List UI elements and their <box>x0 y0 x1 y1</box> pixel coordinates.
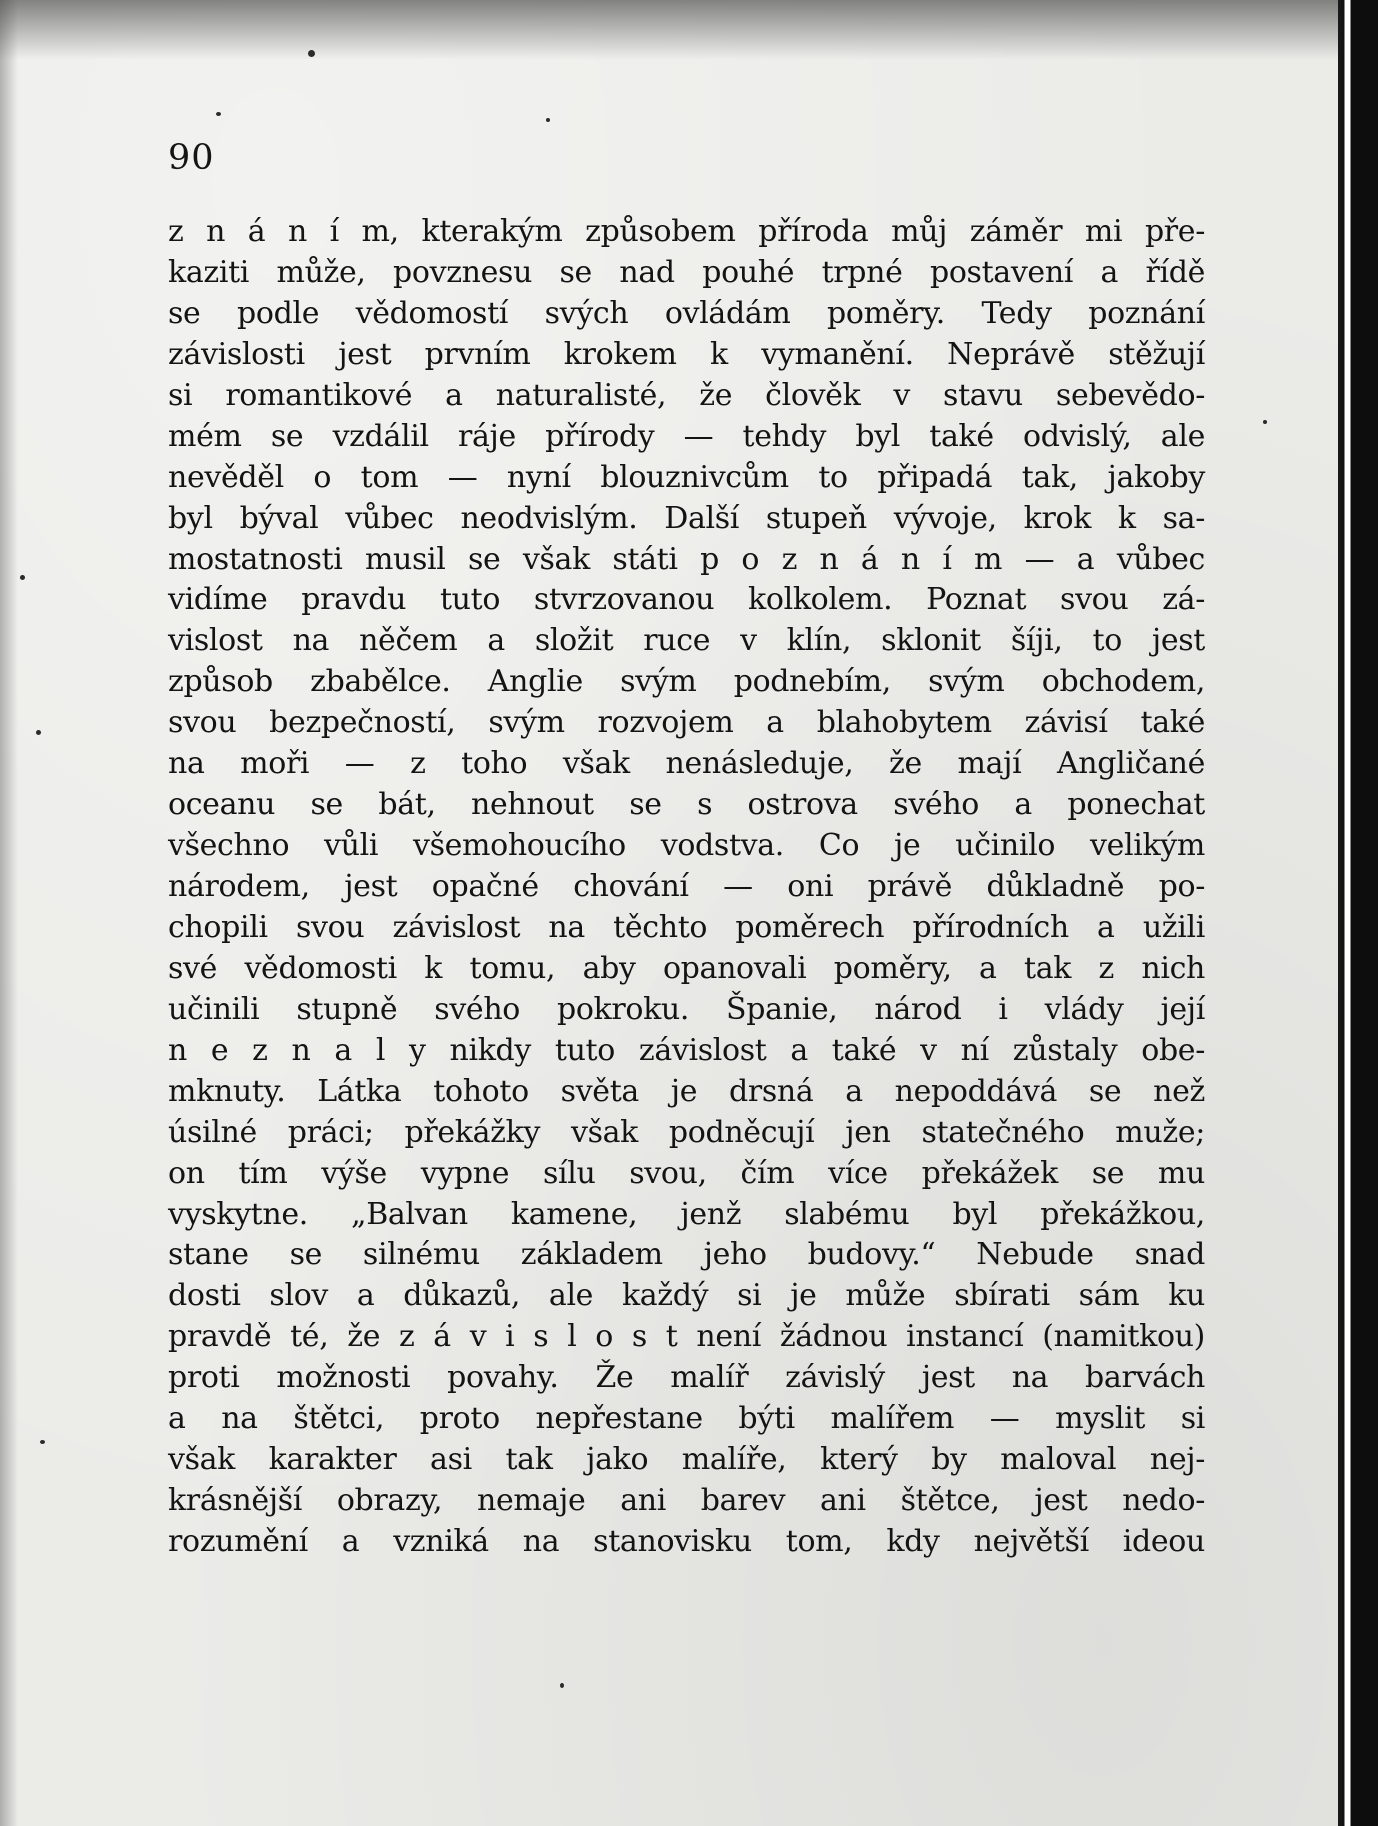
scan-speck <box>40 1440 45 1444</box>
text-line: si romantikové a naturalisté, že člověk v stavu sebevědo- <box>168 377 1205 413</box>
text-line: vislost na něčem a složit ruce v klín, sklonit šíji, to jest <box>168 623 1205 659</box>
text-line: a na štětci, proto nepřestane býti malířem — myslit si <box>168 1401 1205 1437</box>
scan-speck <box>308 50 315 57</box>
text-line: proti možnosti povahy. Že malíř závislý jest na barvách <box>168 1360 1205 1396</box>
page-number: 90 <box>168 138 215 178</box>
left-scan-edge <box>0 0 18 1826</box>
right-page-edge <box>1338 0 1378 1826</box>
text-line: dosti slov a důkazů, ale každý si je může sbírati sám ku <box>168 1278 1205 1314</box>
text-line: své vědomosti k tomu, aby opanovali poměry, a tak z nich <box>168 950 1205 986</box>
text-line: závislosti jest prvním krokem k vymanění. Neprávě stěžují <box>168 336 1205 372</box>
text-line: n e z n a l y nikdy tuto závislost a také v ní zůstaly obe- <box>168 1032 1205 1068</box>
text-line: rozumění a vzniká na stanovisku tom, kdy největší ideou <box>168 1524 1205 1559</box>
text-line: mostatnosti musil se však státi p o z n á n í m — a vůbec <box>168 541 1205 577</box>
text-line: národem, jest opačné chování — oni právě důkladně po- <box>168 869 1205 904</box>
text-line: pravdě té, že z á v i s l o s t není žádnou instancí (namitkou) <box>168 1319 1205 1355</box>
scan-speck <box>216 112 221 116</box>
text-line: mknuty. Látka tohoto světa je drsná a nepoddává se než <box>168 1073 1205 1109</box>
top-scan-shadow <box>0 0 1378 60</box>
text-line: učinili stupně svého pokroku. Španie, národ i vlády její <box>168 991 1205 1027</box>
scan-speck <box>36 730 41 735</box>
text-line: chopili svou závislost na těchto poměrech přírodních a užili <box>168 909 1205 945</box>
text-line: vidíme pravdu tuto stvrzovanou kolkolem. Poznat svou zá- <box>168 582 1205 618</box>
text-line: mém se vzdálil ráje přírody — tehdy byl také odvislý, ale <box>168 418 1205 454</box>
scan-speck <box>546 118 550 122</box>
text-line: kaziti může, povznesu se nad pouhé trpné postavení a řídě <box>168 254 1205 290</box>
scan-speck <box>1263 420 1267 424</box>
scan-speck <box>560 1683 564 1688</box>
text-line: on tím výše vypne sílu svou, čím více překážek se mu <box>168 1155 1205 1191</box>
text-line: byl býval vůbec neodvislým. Další stupeň vývoje, krok k sa- <box>168 500 1205 536</box>
text-line: se podle vědomostí svých ovládám poměry. Tedy poznání <box>168 295 1205 331</box>
text-line: oceanu se bát, nehnout se s ostrova svého a ponechat <box>168 787 1205 823</box>
text-line: vyskytne. „Balvan kamene, jenž slabému byl překážkou, <box>168 1196 1205 1232</box>
text-line: nevěděl o tom — nyní blouznivcům to připadá tak, jakoby <box>168 459 1205 495</box>
scan-speck <box>20 575 25 580</box>
text-line: způsob zbabělce. Anglie svým podnebím, svým obchodem, <box>168 664 1205 700</box>
text-line: stane se silnému základem jeho budovy.“ Nebude snad <box>168 1237 1205 1273</box>
text-line: všechno vůli všemohoucího vodstva. Co je učinilo velikým <box>168 828 1205 864</box>
text-line: na moři — z toho však nenásleduje, že mají Angličané <box>168 746 1205 782</box>
text-line: krásnější obrazy, nemaje ani barev ani štětce, jest nedo- <box>168 1483 1205 1519</box>
text-line: úsilné práci; překážky však podněcují jen statečného muže; <box>168 1114 1205 1150</box>
text-line: svou bezpečností, svým rozvojem a blahobytem závisí také <box>168 705 1205 741</box>
text-line: však karakter asi tak jako malíře, který by maloval nej- <box>168 1442 1205 1478</box>
text-line: z n á n í m, kterakým způsobem příroda můj záměr mi pře- <box>168 214 1205 249</box>
body-text <box>168 212 1205 1563</box>
